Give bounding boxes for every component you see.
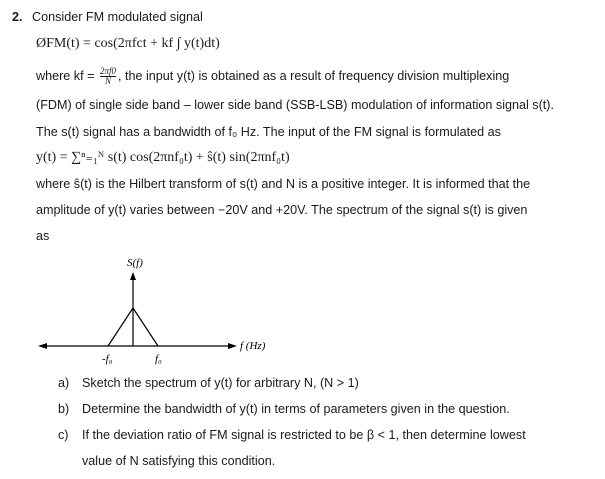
part-c-continued [58,453,275,469]
y-equation: y(t) = ∑ⁿ₌₁ᴺ s(t) cos(2πnf₀t) + ŝ(t) sin(2πnf₀t) [36,150,290,165]
tick-pos-f0: f₀ [155,353,162,365]
part-c-text: If the deviation ratio of FM signal is restricted to be β < 1, then determine lowest [82,428,526,442]
part-c-label: c) [58,428,69,442]
tick-neg-f0: -f₀ [102,353,113,365]
kf-denominator: N [104,76,111,86]
kf-fraction [100,67,116,86]
amplitude-line: amplitude of y(t) varies between −20V and +20V. The spectrum of the signal s(t) is given [36,203,528,217]
question-number: 2. [12,10,23,24]
fm-equation: ØFM(t) = cos(2πfct + kf ∫ y(t)dt) [36,36,220,51]
fdm-line: (FDM) of single side band – lower side band (SSB-LSB) modulation of information signal s(t). [36,98,554,112]
part-b-label: b) [58,402,70,416]
kf-numerator: 2πf0 [99,66,116,76]
bandwidth-line: The s(t) signal has a bandwidth of f₀ Hz. The input of the FM signal is formulated as [36,125,501,139]
x-axis-right-arrow-icon [228,343,237,349]
question-header [12,9,203,25]
kf-prefix: where kf = [36,68,95,83]
x-axis-left-arrow-icon [38,343,47,349]
y-axis-label: S(f) [127,257,143,269]
question-title: Consider FM modulated signal [32,10,203,24]
x-axis-label: f (Hz) [240,340,266,352]
part-c [58,427,526,443]
spectrum-plot [30,250,290,370]
part-a-text: Sketch the spectrum of y(t) for arbitrary N, (N > 1) [82,376,359,390]
part-a-label: a) [58,376,70,390]
kf-suffix: , the input y(t) is obtained as a result of frequency division multiplexing [117,68,510,83]
y-axis-arrow-icon [130,272,136,280]
kf-line [36,67,509,86]
part-b [58,401,510,417]
part-a [58,375,359,391]
as-line: as [36,229,50,243]
hilbert-line: where ŝ(t) is the Hilbert transform of s(t) and N is a positive integer. It is informed that the [36,177,531,191]
part-c-cont-text: value of N satisfying this condition. [82,454,276,468]
part-b-text: Determine the bandwidth of y(t) in terms of parameters given in the question. [82,402,510,416]
